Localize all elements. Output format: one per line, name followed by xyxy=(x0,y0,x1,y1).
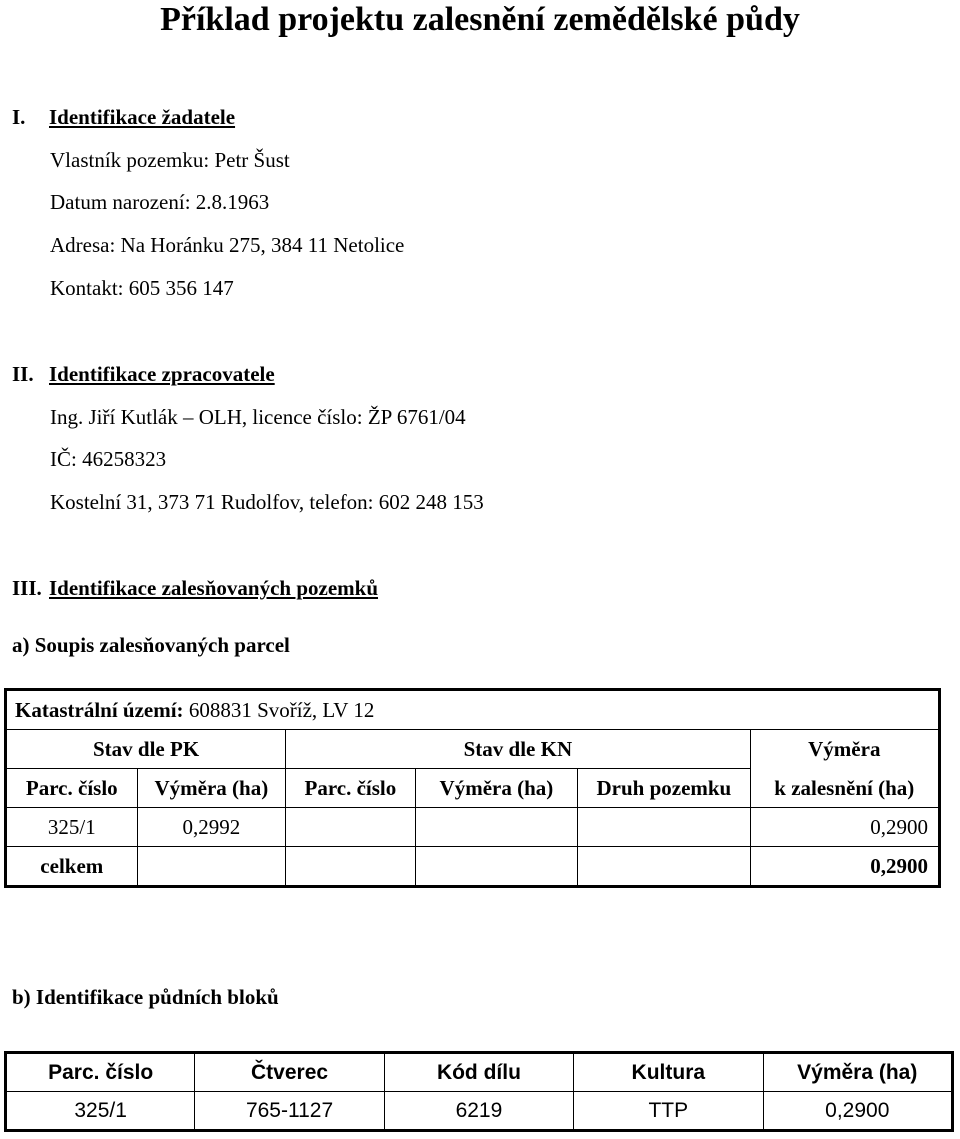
owner-line: Vlastník pozemku: Petr Šust xyxy=(50,148,290,172)
group-area-header: Výměra xyxy=(750,730,939,769)
section-3-number: III. xyxy=(12,576,42,600)
soil-blocks-table xyxy=(4,1051,954,1132)
row-parc-kn xyxy=(286,808,416,847)
table-cell: TTP xyxy=(574,1092,763,1131)
col-parc-pk: Parc. číslo xyxy=(6,769,138,808)
group-kn-header: Stav dle KN xyxy=(286,730,750,769)
col-area-kn: Výměra (ha) xyxy=(415,769,577,808)
address-line: Adresa: Na Horánku 275, 384 11 Netolice xyxy=(50,233,405,257)
ico-line: IČ: 46258323 xyxy=(50,447,167,471)
table-cell: 325/1 xyxy=(6,1092,195,1131)
total-empty-2 xyxy=(286,847,416,887)
total-empty-4 xyxy=(578,847,750,887)
col-parc-kn: Parc. číslo xyxy=(286,769,416,808)
table-cell: 765-1127 xyxy=(195,1092,384,1131)
total-empty-3 xyxy=(415,847,577,887)
section-2-title: Identifikace zpracovatele xyxy=(49,362,275,386)
col-header: Kultura xyxy=(574,1053,763,1092)
col-header: Výměra (ha) xyxy=(763,1053,952,1092)
processor-line: Ing. Jiří Kutlák – OLH, licence číslo: ŽP 6761/04 xyxy=(50,405,466,429)
subsection-b-heading: b) Identifikace půdních bloků xyxy=(12,985,279,1009)
table-row xyxy=(6,808,940,847)
page-title: Příklad projektu zalesnění zemědělské půdy xyxy=(160,1,800,38)
birthdate-line: Datum narození: 2.8.1963 xyxy=(50,190,270,214)
cadastral-value: 608831 Svoříž, LV 12 xyxy=(183,698,375,722)
section-3-heading xyxy=(12,575,378,601)
row-parc-pk: 325/1 xyxy=(6,808,138,847)
total-row xyxy=(6,847,940,887)
section-1-title: Identifikace žadatele xyxy=(49,105,236,129)
col-type: Druh pozemku xyxy=(578,769,750,808)
col-header: Kód dílu xyxy=(384,1053,573,1092)
section-1-number: I. xyxy=(12,105,26,129)
section-2-number: II. xyxy=(12,362,34,386)
col-header: Čtverec xyxy=(195,1053,384,1092)
col-header: Parc. číslo xyxy=(6,1053,195,1092)
table-cell: 0,2900 xyxy=(763,1092,952,1131)
section-2-heading xyxy=(12,361,275,387)
parcels-table xyxy=(4,688,941,888)
group-pk-header: Stav dle PK xyxy=(6,730,286,769)
subsection-a-heading: a) Soupis zalesňovaných parcel xyxy=(12,633,290,657)
row-type xyxy=(578,808,750,847)
row-area-pk: 0,2992 xyxy=(137,808,286,847)
table-row xyxy=(6,1092,953,1131)
total-empty-1 xyxy=(137,847,286,887)
section-3-title: Identifikace zalesňovaných pozemků xyxy=(49,576,379,600)
col-area-pk: Výměra (ha) xyxy=(137,769,286,808)
processor-address-line: Kostelní 31, 373 71 Rudolfov, telefon: 602 248 153 xyxy=(50,490,484,514)
contact-line: Kontakt: 605 356 147 xyxy=(50,276,234,300)
row-area-afforest: 0,2900 xyxy=(750,808,939,847)
row-area-kn xyxy=(415,808,577,847)
total-label: celkem xyxy=(6,847,138,887)
total-value: 0,2900 xyxy=(750,847,939,887)
table-cell: 6219 xyxy=(384,1092,573,1131)
cadastral-label: Katastrální území: xyxy=(15,698,184,722)
col-area-afforest: k zalesnění (ha) xyxy=(750,769,939,808)
section-1-heading xyxy=(12,104,235,130)
cadastral-cell xyxy=(6,690,940,730)
